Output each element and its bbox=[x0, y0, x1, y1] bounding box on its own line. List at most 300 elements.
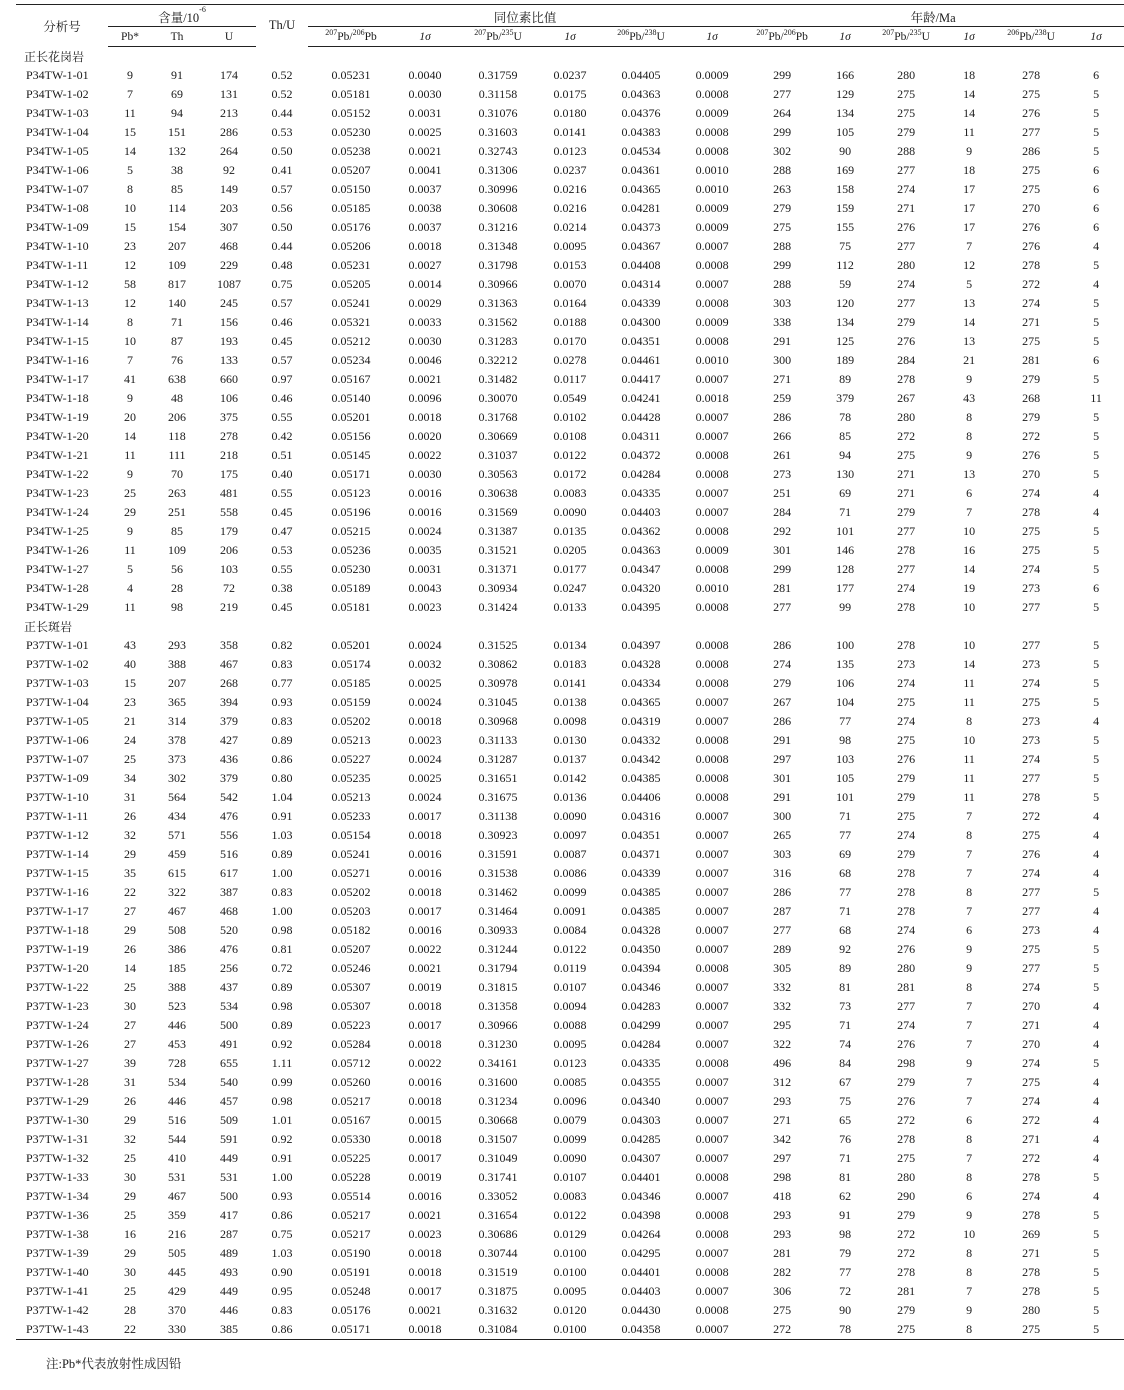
table-row bbox=[16, 332, 1124, 351]
table-cell: 298 bbox=[773, 1170, 792, 1184]
table-cell: 128 bbox=[836, 562, 855, 576]
table-cell: 445 bbox=[168, 1265, 186, 1279]
table-cell: 0.05248 bbox=[331, 1284, 371, 1298]
table-cell: 0.50 bbox=[271, 220, 293, 234]
table-cell: 278 bbox=[897, 904, 916, 918]
table-cell: 0.05284 bbox=[331, 1037, 371, 1051]
table-cell: 0.31358 bbox=[478, 999, 518, 1013]
table-row bbox=[16, 161, 1124, 180]
table-cell: 291 bbox=[773, 790, 792, 804]
table-row bbox=[16, 1301, 1124, 1320]
table-cell: 7 bbox=[966, 1094, 973, 1108]
table-cell: 267 bbox=[897, 391, 916, 405]
table-cell: 0.53 bbox=[271, 125, 293, 139]
table-cell: 293 bbox=[773, 1208, 792, 1222]
table-cell: 25 bbox=[124, 486, 136, 500]
analysis-id-cell: P34TW-1-09 bbox=[26, 220, 89, 234]
table-cell: 286 bbox=[773, 714, 792, 728]
table-cell: 0.05167 bbox=[331, 372, 371, 386]
analysis-id-cell: P34TW-1-05 bbox=[26, 144, 89, 158]
table-cell: 29 bbox=[124, 923, 136, 937]
table-cell: 288 bbox=[773, 277, 792, 291]
table-cell: 275 bbox=[1022, 828, 1041, 842]
analysis-id-cell: P37TW-1-07 bbox=[26, 752, 89, 766]
table-cell: 0.0007 bbox=[695, 847, 729, 861]
table-cell: 322 bbox=[773, 1037, 792, 1051]
table-cell: 94 bbox=[839, 448, 852, 462]
table-cell: 0.0019 bbox=[408, 980, 442, 994]
table-cell: 0.86 bbox=[256, 1320, 308, 1339]
table-cell: 457 bbox=[220, 1094, 239, 1108]
table-cell: 278 bbox=[1022, 505, 1041, 519]
table-cell: 370 bbox=[168, 1303, 186, 1317]
table-cell: 0.0008 bbox=[695, 733, 729, 747]
table-cell: 276 bbox=[1022, 847, 1041, 861]
table-row bbox=[16, 864, 1124, 883]
table-cell: 298 bbox=[897, 1056, 916, 1070]
table-cell: 0.0007 bbox=[695, 923, 729, 937]
table-cell: 0.0008 bbox=[695, 524, 729, 538]
table-cell: 358 bbox=[220, 638, 239, 652]
analysis-id-cell: P37TW-1-10 bbox=[26, 790, 89, 804]
table-cell: 0.0172 bbox=[553, 467, 587, 481]
table-cell: 0.0009 bbox=[695, 106, 729, 120]
table-cell: 281 bbox=[773, 1246, 792, 1260]
table-cell: 302 bbox=[168, 771, 186, 785]
table-cell: 8 bbox=[966, 828, 973, 842]
table-cell: 0.77 bbox=[271, 676, 293, 690]
table-row bbox=[16, 769, 1124, 788]
table-cell: 272 bbox=[742, 1320, 822, 1339]
table-cell: 0.31482 bbox=[478, 372, 518, 386]
table-cell: 5 bbox=[1093, 315, 1100, 329]
table-cell: 286 bbox=[220, 125, 239, 139]
table-cell: 299 bbox=[773, 125, 792, 139]
table-cell: 11 bbox=[963, 790, 975, 804]
table-row bbox=[16, 408, 1124, 427]
table-cell: 0.05140 bbox=[331, 391, 371, 405]
table-cell: 0.0022 bbox=[408, 942, 442, 956]
table-cell: 0.0090 bbox=[553, 505, 587, 519]
table-cell: 4 bbox=[1093, 714, 1100, 728]
table-cell: 0.0085 bbox=[553, 1075, 587, 1089]
table-cell: 0.04283 bbox=[621, 999, 661, 1013]
table-cell: 655 bbox=[220, 1056, 239, 1070]
table-cell: 16 bbox=[963, 543, 976, 557]
table-cell: 0.05712 bbox=[331, 1056, 371, 1070]
table-footnote: 注:Pb*代表放射性成因铅 bbox=[46, 1357, 182, 1371]
table-cell: 0.0025 bbox=[408, 676, 442, 690]
table-cell: 69 bbox=[171, 87, 183, 101]
table-cell: 272 bbox=[897, 1246, 916, 1260]
table-row bbox=[16, 351, 1124, 370]
analysis-id-cell: P37TW-1-40 bbox=[26, 1265, 89, 1279]
table-cell: 0.05145 bbox=[331, 448, 371, 462]
table-cell: 0.0007 bbox=[695, 1018, 729, 1032]
table-cell: 9 bbox=[966, 961, 973, 975]
table-cell: 0.48 bbox=[271, 258, 293, 272]
table-cell: 8 bbox=[966, 885, 973, 899]
table-cell: 0.0122 bbox=[553, 1208, 587, 1222]
table-cell: 0.05207 bbox=[331, 163, 371, 177]
table-cell: 434 bbox=[168, 809, 186, 823]
analysis-id-cell: P34TW-1-08 bbox=[26, 201, 89, 215]
table-cell: 0.0038 bbox=[408, 201, 442, 215]
table-cell: 91 bbox=[839, 1208, 852, 1222]
table-cell: 0.04346 bbox=[621, 1189, 661, 1203]
analysis-id-cell: P34TW-1-17 bbox=[26, 372, 89, 386]
analysis-id-cell: P37TW-1-28 bbox=[26, 1075, 89, 1089]
analysis-id-cell: P37TW-1-38 bbox=[26, 1227, 89, 1241]
table-cell: 0.31244 bbox=[478, 942, 518, 956]
table-cell: 5 bbox=[1093, 1265, 1100, 1279]
table-cell: 0.0041 bbox=[408, 163, 442, 177]
table-cell: 275 bbox=[1022, 524, 1041, 538]
table-cell: 0.89 bbox=[271, 1018, 293, 1032]
table-cell: 266 bbox=[773, 429, 792, 443]
table-cell: 9 bbox=[127, 524, 133, 538]
table-cell: 0.0040 bbox=[408, 68, 442, 82]
table-cell: 0.0029 bbox=[408, 296, 442, 310]
table-cell: 25 bbox=[124, 752, 136, 766]
analysis-id-cell: P34TW-1-28 bbox=[26, 581, 89, 595]
table-cell: 5 bbox=[1093, 372, 1100, 386]
table-cell: 0.0018 bbox=[408, 999, 442, 1013]
table-cell: 4 bbox=[1093, 277, 1100, 291]
table-cell: 270 bbox=[1022, 1037, 1041, 1051]
table-row bbox=[16, 1035, 1124, 1054]
table-cell: 556 bbox=[220, 828, 239, 842]
table-cell: 0.0008 bbox=[695, 258, 729, 272]
table-cell: 505 bbox=[168, 1246, 186, 1260]
table-cell: 7 bbox=[966, 999, 973, 1013]
table-cell: 271 bbox=[1022, 1246, 1041, 1260]
table-cell: 31 bbox=[124, 790, 136, 804]
table-cell: 1.00 bbox=[271, 866, 293, 880]
table-cell: 5 bbox=[1093, 733, 1100, 747]
table-cell: 280 bbox=[1022, 1303, 1041, 1317]
table-cell: 9 bbox=[127, 68, 133, 82]
table-row bbox=[16, 1282, 1124, 1301]
table-cell: 10 bbox=[963, 638, 976, 652]
table-cell: 0.31521 bbox=[478, 543, 518, 557]
table-row bbox=[16, 902, 1124, 921]
table-cell: 0.05196 bbox=[331, 505, 371, 519]
table-cell: 491 bbox=[220, 1037, 239, 1051]
table-cell: 303 bbox=[773, 847, 792, 861]
table-cell: 5 bbox=[1093, 543, 1100, 557]
table-cell: 0.0122 bbox=[553, 448, 587, 462]
table-cell: 5 bbox=[1093, 695, 1100, 709]
table-cell: 15 bbox=[124, 220, 136, 234]
table-row bbox=[16, 180, 1124, 199]
table-row bbox=[16, 104, 1124, 123]
table-cell: 0.31287 bbox=[478, 752, 518, 766]
table-cell: 146 bbox=[836, 543, 855, 557]
table-cell: 6 bbox=[1093, 220, 1100, 234]
table-cell: 0.0008 bbox=[695, 600, 729, 614]
table-row bbox=[16, 484, 1124, 503]
table-row bbox=[16, 1054, 1124, 1073]
table-cell: 274 bbox=[897, 277, 916, 291]
table-cell: 0.05189 bbox=[331, 581, 371, 595]
table-cell: 0.04383 bbox=[621, 125, 661, 139]
table-cell: 0.0100 bbox=[553, 1246, 587, 1260]
table-cell: 7 bbox=[966, 904, 973, 918]
table-cell: 0.31045 bbox=[478, 695, 518, 709]
table-cell: 0.0086 bbox=[553, 866, 587, 880]
analysis-id-cell: P37TW-1-27 bbox=[26, 1056, 89, 1070]
table-cell: 468 bbox=[220, 904, 239, 918]
table-cell: 534 bbox=[220, 999, 239, 1013]
table-cell: 277 bbox=[897, 296, 916, 310]
table-cell: 5 bbox=[1093, 1170, 1100, 1184]
header-sigma: 1σ bbox=[944, 27, 994, 47]
table-cell: 279 bbox=[897, 1208, 916, 1222]
table-cell: 275 bbox=[897, 106, 916, 120]
table-cell: 0.0007 bbox=[695, 695, 729, 709]
table-cell: 0.04376 bbox=[621, 106, 661, 120]
table-cell: 0.0102 bbox=[553, 410, 587, 424]
table-cell: 278 bbox=[1022, 1170, 1041, 1184]
table-cell: 69 bbox=[839, 486, 852, 500]
table-cell: 5 bbox=[1093, 410, 1100, 424]
table-cell: 207 bbox=[168, 676, 186, 690]
table-cell: 0.0024 bbox=[408, 524, 442, 538]
table-cell: 105 bbox=[836, 125, 855, 139]
table-cell: 271 bbox=[1022, 1018, 1041, 1032]
table-cell: 77 bbox=[839, 714, 852, 728]
table-cell: 154 bbox=[168, 220, 186, 234]
table-cell: 5 bbox=[1093, 657, 1100, 671]
table-cell: 29 bbox=[124, 847, 136, 861]
table-row bbox=[16, 712, 1124, 731]
table-cell: 5 bbox=[1093, 752, 1100, 766]
table-cell: 67 bbox=[839, 1075, 852, 1089]
table-cell: 68 bbox=[839, 923, 852, 937]
table-row bbox=[16, 256, 1124, 275]
table-cell: 8 bbox=[944, 1320, 994, 1339]
table-row bbox=[16, 275, 1124, 294]
table-cell: 459 bbox=[168, 847, 186, 861]
table-cell: 617 bbox=[220, 866, 239, 880]
table-cell: 69 bbox=[839, 847, 852, 861]
table-cell: 0.91 bbox=[271, 1151, 293, 1165]
table-cell: 259 bbox=[773, 391, 792, 405]
header-analysis-no: 分析号 bbox=[16, 5, 108, 47]
table-cell: 0.31759 bbox=[478, 68, 518, 82]
table-cell: 9 bbox=[966, 1208, 973, 1222]
table-cell: 0.31591 bbox=[478, 847, 518, 861]
table-cell: 274 bbox=[897, 714, 916, 728]
table-cell: 0.32212 bbox=[478, 353, 518, 367]
table-cell: 274 bbox=[1022, 1094, 1041, 1108]
table-cell: 0.33052 bbox=[478, 1189, 518, 1203]
table-cell: 0.83 bbox=[271, 885, 293, 899]
table-cell: 0.0024 bbox=[408, 638, 442, 652]
table-cell: 59 bbox=[839, 277, 852, 291]
table-cell: 0.04284 bbox=[621, 1037, 661, 1051]
table-cell: 8 bbox=[966, 410, 973, 424]
analysis-id-cell: P34TW-1-24 bbox=[26, 505, 89, 519]
table-cell: 43 bbox=[963, 391, 976, 405]
table-cell: 0.04334 bbox=[621, 676, 661, 690]
table-cell: 0.31675 bbox=[478, 790, 518, 804]
table-cell: 8 bbox=[966, 1265, 973, 1279]
table-cell: 0.31507 bbox=[478, 1132, 518, 1146]
table-cell: 0.0021 bbox=[408, 1208, 442, 1222]
table-cell: 280 bbox=[897, 961, 916, 975]
header-isotope-ratio: 同位素比值 bbox=[308, 5, 742, 27]
table-cell: 5 bbox=[127, 562, 133, 576]
table-cell: 0.04534 bbox=[621, 144, 661, 158]
table-cell: 0.05167 bbox=[331, 1113, 371, 1127]
table-cell: 27 bbox=[124, 1018, 136, 1032]
table-cell: 0.04311 bbox=[621, 429, 661, 443]
table-cell: 4 bbox=[1093, 486, 1100, 500]
table-cell: 0.04403 bbox=[621, 1284, 661, 1298]
table-cell: 273 bbox=[1022, 657, 1041, 671]
table-cell: 0.0022 bbox=[408, 1056, 442, 1070]
table-cell: 11 bbox=[124, 106, 136, 120]
table-cell: 4 bbox=[1093, 828, 1100, 842]
table-cell: 0.04339 bbox=[621, 866, 661, 880]
table-cell: 338 bbox=[773, 315, 792, 329]
table-cell: 0.05174 bbox=[331, 657, 371, 671]
table-cell: 26 bbox=[124, 1094, 136, 1108]
table-cell: 4 bbox=[1093, 999, 1100, 1013]
table-row bbox=[16, 978, 1124, 997]
header-ratio-207pb-206pb: $^{207}$Pb/$^{206}$Pb bbox=[308, 27, 394, 47]
table-cell: 0.30686 bbox=[478, 1227, 518, 1241]
table-cell: 0.04320 bbox=[621, 581, 661, 595]
table-cell: 72 bbox=[223, 581, 236, 595]
table-cell: 306 bbox=[773, 1284, 792, 1298]
table-cell: 275 bbox=[773, 1303, 792, 1317]
table-cell: 245 bbox=[220, 296, 239, 310]
table-cell: 0.04401 bbox=[621, 1265, 661, 1279]
table-cell: 103 bbox=[836, 752, 855, 766]
table-cell: 125 bbox=[836, 334, 855, 348]
table-cell: 277 bbox=[1022, 904, 1041, 918]
table-cell: 0.05190 bbox=[331, 1246, 371, 1260]
table-cell: 1.11 bbox=[271, 1056, 293, 1070]
table-cell: 300 bbox=[773, 809, 792, 823]
table-cell: 62 bbox=[839, 1189, 852, 1203]
table-cell: 77 bbox=[839, 885, 852, 899]
table-cell: 5 bbox=[1093, 942, 1100, 956]
table-cell: 277 bbox=[897, 562, 916, 576]
table-cell: 0.0043 bbox=[408, 581, 442, 595]
table-cell: 0.0090 bbox=[553, 809, 587, 823]
table-cell: 90 bbox=[839, 144, 852, 158]
table-cell: 0.55 bbox=[271, 410, 293, 424]
table-cell: 14 bbox=[124, 961, 136, 975]
table-cell: 0.38 bbox=[271, 581, 293, 595]
table-cell: 365 bbox=[168, 695, 186, 709]
table-cell: 0.0023 bbox=[408, 733, 442, 747]
table-cell: 18 bbox=[963, 68, 976, 82]
table-cell: 0.30862 bbox=[478, 657, 518, 671]
table-cell: 0.75 bbox=[271, 1227, 293, 1241]
table-cell: 278 bbox=[1022, 790, 1041, 804]
table-cell: 0.30563 bbox=[478, 467, 518, 481]
table-cell: 18 bbox=[963, 163, 976, 177]
table-cell: 0.46 bbox=[271, 315, 293, 329]
table-cell: 284 bbox=[773, 505, 792, 519]
table-cell: 4 bbox=[127, 581, 133, 595]
table-cell: 26 bbox=[124, 809, 136, 823]
table-cell: 0.0137 bbox=[553, 752, 587, 766]
table-cell: 286 bbox=[1022, 144, 1041, 158]
table-cell: 0.0007 bbox=[695, 828, 729, 842]
table-cell: 0.0016 bbox=[408, 1189, 442, 1203]
table-cell: 0.0099 bbox=[553, 1132, 587, 1146]
table-cell: 131 bbox=[220, 87, 239, 101]
table-cell: 5 bbox=[966, 277, 973, 291]
table-cell: 0.0008 bbox=[695, 1227, 729, 1241]
analysis-id-cell: P37TW-1-42 bbox=[26, 1303, 89, 1317]
header-sigma: 1σ bbox=[394, 27, 456, 47]
table-row bbox=[16, 522, 1124, 541]
table-cell: 6 bbox=[1093, 68, 1100, 82]
table-cell: 385 bbox=[202, 1320, 256, 1339]
table-row bbox=[16, 750, 1124, 769]
table-row bbox=[16, 1130, 1124, 1149]
table-cell: 278 bbox=[1022, 1208, 1041, 1222]
analysis-id-cell: P34TW-1-27 bbox=[26, 562, 89, 576]
table-cell: 0.0008 bbox=[695, 961, 729, 975]
table-cell: 265 bbox=[773, 828, 792, 842]
table-cell: 0.42 bbox=[271, 429, 293, 443]
table-row bbox=[16, 294, 1124, 313]
table-cell: 269 bbox=[1022, 1227, 1041, 1241]
analysis-id-cell: P34TW-1-01 bbox=[26, 68, 89, 82]
table-cell: 0.04332 bbox=[621, 733, 661, 747]
table-cell: 0.91 bbox=[271, 809, 293, 823]
analysis-id-cell: P37TW-1-03 bbox=[26, 676, 89, 690]
table-cell: 0.0084 bbox=[553, 923, 587, 937]
table-cell: 0.0007 bbox=[695, 1132, 729, 1146]
table-cell: 8 bbox=[966, 1170, 973, 1184]
table-cell: 4 bbox=[1093, 847, 1100, 861]
table-cell: 0.0018 bbox=[408, 1265, 442, 1279]
table-cell: 98 bbox=[171, 600, 183, 614]
table-cell: 21 bbox=[124, 714, 136, 728]
table-row bbox=[16, 503, 1124, 522]
table-cell: 300 bbox=[773, 353, 792, 367]
table-cell: 0.98 bbox=[271, 923, 293, 937]
table-cell: 446 bbox=[168, 1018, 186, 1032]
table-cell: 0.04339 bbox=[621, 296, 661, 310]
table-cell: 56 bbox=[171, 562, 183, 576]
table-cell: 277 bbox=[1022, 771, 1041, 785]
table-cell: 0.31234 bbox=[478, 1094, 518, 1108]
table-cell: 275 bbox=[1022, 1075, 1041, 1089]
table-cell: 0.0007 bbox=[695, 1075, 729, 1089]
table-cell: 0.0007 bbox=[695, 410, 729, 424]
table-cell: 279 bbox=[897, 505, 916, 519]
table-cell: 288 bbox=[773, 239, 792, 253]
table-cell: 0.31875 bbox=[478, 1284, 518, 1298]
table-cell: 0.0007 bbox=[682, 1320, 742, 1339]
analysis-id-cell: P37TW-1-24 bbox=[26, 1018, 89, 1032]
table-cell: 0.04361 bbox=[621, 163, 661, 177]
table-cell: 279 bbox=[897, 315, 916, 329]
table-cell: 0.0032 bbox=[408, 657, 442, 671]
table-cell: 0.31138 bbox=[478, 809, 518, 823]
table-cell: 0.0009 bbox=[695, 315, 729, 329]
